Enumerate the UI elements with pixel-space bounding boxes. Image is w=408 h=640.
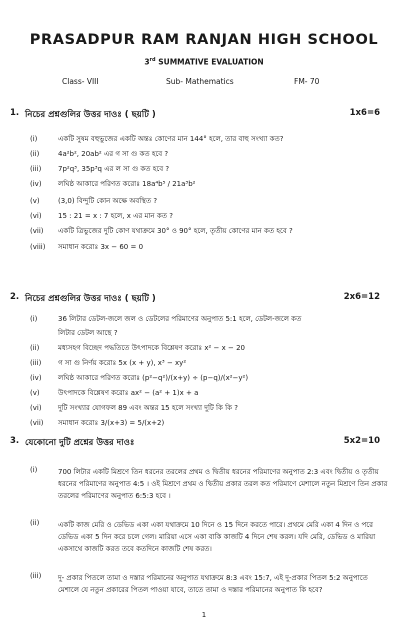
question-text: উৎপাদকে বিশ্লেষণ করোঃ ax² − (a² + 1)x + a [58,389,199,397]
full-marks-label: FM- 70 [294,77,320,86]
question-number: (vii) [30,419,44,427]
question-text: একটি ত্রিভুজের দুটি কোণ যথাক্রমে 30° ও 90° হলে, তৃতীয় কোণের মান কত হবে ? [58,227,293,235]
exam-page: PRASADPUR RAM RANJAN HIGH SCHOOL 3rd SUMMATIVE EVALUATION Class- VIII Sub- Mathematics FM- 70 1. নিচের প্রশ্নগুলির উত্তর দাওঃ ( ছয়টি ) 1x6=6 2. নিচের প্রশ্নগুলির উত্তর দাওঃ ( ছয়টি ) 2x6=12 3. যেকোনো দুটি প্রশ্নের উত্তর দাওঃ 5x2=10 1 (i) একটি সুষম বহুভুজের একটি অন্তঃ কোণের মান 144° হলে, তার বাহু সংখ্যা কত? (ii) 4a²b², 20ab² এর গ সা গু কত হবে ? (iii) 7p²q³, 35p³q এর ল সা গু কত হবে ? (iv) লঘিষ্ঠ আকারে পরিণত করোঃ 18a⁴b⁵ / 21a³b² (v) (3,0) বিন্দুটি কোন অক্ষে অবস্থিত ? (vi) 15 : 21 = x : 7 হলে, x এর মান কত ? (vii) একটি ত্রিভুজের দুটি কোণ যথাক্রমে 30° ও 90° হলে, তৃতীয় কোণের মান কত হবে ? (viii) সমাধান করোঃ 3x − 60 = 0 (i) 36 লিটার ডেটল-জলে জল ও ডেটলের পরিমাণের অনুপাত 5:1 হলে, ডেটল-জলে কত লিটার ডেটল আছে ? (ii) মধ্যসহগ বিচ্ছেদ পদ্ধতিতে উৎপাদকে বিশ্লেষণ করোঃ x² − x − 20 (iii) গ সা গু নির্ণয় করোঃ 5x (x + y), x³ − xy² (iv) লঘিষ্ঠ আকারে পরিণত করোঃ (p²−q²)/(x+y) ÷ (p−q)/(x²−y²) (v) উৎপাদকে বিশ্লেষণ করোঃ ax² − (a² + 1)x + a (vi) দুটি সংখ্যার যোগফল 89 এবং অন্তর 15 হলে সংখ্যা দুটি কি কি ? (vii) সমাধান করোঃ 3/(x+3) = 5/(x+2) (i) 700 লিটার একটি মিশ্রণে তিন ধরনের তরলের প্রথম ও দ্বিতীয় ধরনের পরিমাণের অনুপাত 2:3 এবং দ্বিতীয় ও তৃতীয় ধরনের পরিমাণের অনুপাত 4:5 । ওই মিশ্রণে প্রথম ও দ্বিতীয় প্রকার তরল কত পরিমাণে মেশালে নতুন মিশ্রণে তিন প্রকার তরলের পরিমাণের অনুপাত 6:5:3 হবে । (ii) একটি কাজ মেরি ও ডেভিড একা একা যথাক্রমে 10 দিনে ও 15 দিনে করতে পারে। প্রথমে মেরি একা 4 দিন ও পরে ডেভিড একা 5 দিন করে চলে গেল। মারিয়া এসে একা বাকি কাজটি 4 দিনে শেষ করল। যদি মেরি, ডেভিড ও মারিয়া একসাথে কাজটি করত তবে কতদিনে কাজটি শেষ করত। (iii) দু- প্রকার পিতলে তামা ও দস্তার পরিমানের অনুপাত যথাক্রমে 8:3 এবং 15:7, এই দু-প্রকার পিতল 5:2 অনুপাতে মেশালে যে নতুন প্রকারের পিতল পাওয়া যাবে, তাতে তামা ও দস্তার পরিমানের অনুপাত কি হবে? [0,0,408,640]
question-number: (iv) [30,180,42,188]
question-number: (iii) [30,165,42,173]
question-number: (vi) [30,212,42,220]
question-number: (viii) [30,243,46,251]
question-text: মধ্যসহগ বিচ্ছেদ পদ্ধতিতে উৎপাদকে বিশ্লেষণ করোঃ x² − x − 20 [58,344,245,352]
question-text: 7p²q³, 35p³q এর ল সা গু কত হবে ? [58,165,170,173]
question-number: (vii) [30,227,44,235]
question-number: (ii) [30,150,40,158]
page-number: 1 [201,611,207,619]
question-number: (i) [30,466,38,474]
section-3-question: 700 লিটার একটি মিশ্রণে তিন ধরনের তরলের প্রথম ও দ্বিতীয় ধরনের পরিমাণের অনুপাত 2:3 এবং দ্বিতীয় ও তৃতীয় ধরনের পরিমাণের অনুপাত 4:5 । ওই মিশ্রণে প্রথম ও দ্বিতীয় প্রকার তরল কত পরিমাণে মেশালে নতুন মিশ্রণে তিন প্রকার তরলের পরিমাণের অনুপাত 6:5:3 হবে । [58,468,388,500]
exam-name: 3rd SUMMATIVE EVALUATION [144,57,264,67]
question-text: গ সা গু নির্ণয় করোঃ 5x (x + y), x³ − xy² [58,359,187,367]
question-number: (vi) [30,404,42,412]
question-number: (i) [30,135,38,143]
question-text: 36 লিটার ডেটল-জলে জল ও ডেটলের পরিমাণের অনুপাত 5:1 হলে, ডেটল-জলে কত [58,315,302,323]
question-number: (ii) [30,519,40,527]
question-text: 15 : 21 = x : 7 হলে, x এর মান কত ? [58,212,173,220]
question-text: সমাধান করোঃ 3x − 60 = 0 [58,243,144,251]
question-text: (3,0) বিন্দুটি কোন অক্ষে অবস্থিত ? [58,197,158,205]
question-text: সমাধান করোঃ 3/(x+3) = 5/(x+2) [58,419,165,427]
question-text: 4a²b², 20ab² এর গ সা গু কত হবে ? [58,150,169,158]
section-3-question: একটি কাজ মেরি ও ডেভিড একা একা যথাক্রমে 10 দিনে ও 15 দিনে করতে পারে। প্রথমে মেরি একা 4 দিন ও পরে ডেভিড একা 5 দিন করে চলে গেল। মারিয়া এসে একা বাকি কাজটি 4 দিনে শেষ করল। যদি মেরি, ডেভিড ও মারিয়া একসাথে কাজটি করত তবে কতদিনে কাজটি শেষ করত। [58,521,376,553]
question-number: (v) [30,197,40,205]
question-number: (iv) [30,374,42,382]
class-label: Class- VIII [62,77,99,86]
question-number: (v) [30,389,40,397]
question-number: (iii) [30,572,42,580]
question-text: একটি সুষম বহুভুজের একটি অন্তঃ কোণের মান 144° হলে, তার বাহু সংখ্যা কত? [58,135,284,143]
question-text: লঘিষ্ঠ আকারে পরিণত করোঃ 18a⁴b⁵ / 21a³b² [58,180,196,188]
question-text: লঘিষ্ঠ আকারে পরিণত করোঃ (p²−q²)/(x+y) ÷ (p−q)/(x²−y²) [58,374,249,382]
question-number: (i) [30,315,38,323]
question-text: দুটি সংখ্যার যোগফল 89 এবং অন্তর 15 হলে সংখ্যা দুটি কি কি ? [58,404,238,412]
question-number: (iii) [30,359,42,367]
question-number: (ii) [30,344,40,352]
school-name: PRASADPUR RAM RANJAN HIGH SCHOOL [29,32,379,48]
section-3-question: দু- প্রকার পিতলে তামা ও দস্তার পরিমানের অনুপাত যথাক্রমে 8:3 এবং 15:7, এই দু-প্রকার পিতল 5:2 অনুপাতে মেশালে যে নতুন প্রকারের পিতল পাওয়া যাবে, তাতে তামা ও দস্তার পরিমানের অনুপাত কি হবে? [58,574,368,594]
subject-label: Sub- Mathematics [166,77,234,86]
question-text: লিটার ডেটল আছে ? [58,329,118,337]
